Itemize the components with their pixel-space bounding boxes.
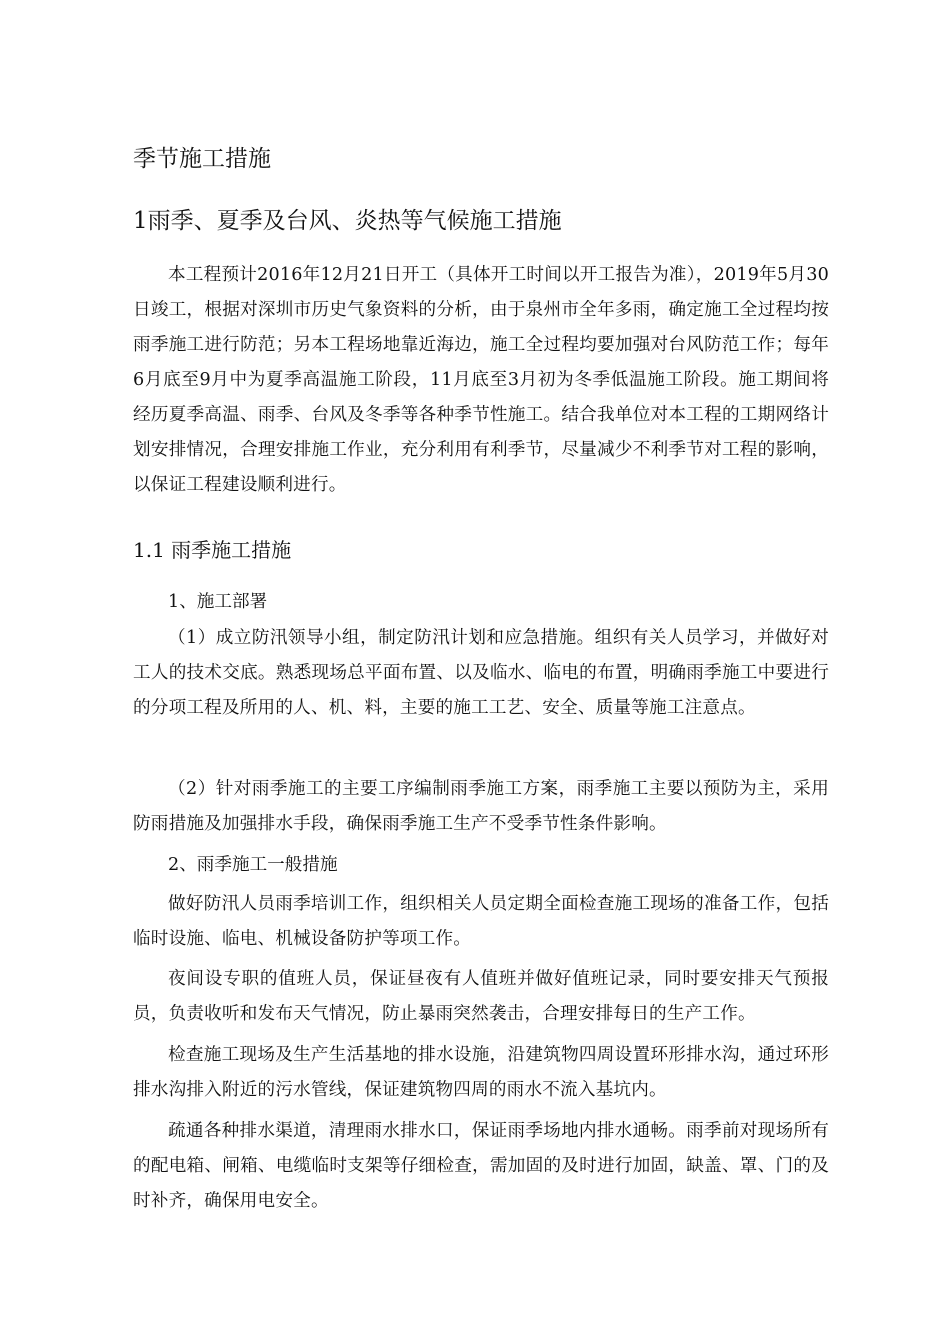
general-measure-paragraph-3: 检查施工现场及生产生活基地的排水设施，沿建筑物四周设置环形排水沟，通过环形排水沟排入附近的污水管线，保证建筑物四周的雨水不流入基坑内。 bbox=[133, 1045, 829, 1100]
subsection-title-general-measures: 2、雨季施工一般措施 bbox=[168, 855, 338, 875]
deployment-item-2: （2）针对雨季施工的主要工序编制雨季施工方案，雨季施工主要以预防为主，采用防雨措施及加强排水手段，确保雨季施工生产不受季节性条件影响。 bbox=[133, 779, 829, 834]
intro-paragraph: 本工程预计2016年12月21日开工（具体开工时间以开工报告为准），2019年5月30日竣工，根据对深圳市历史气象资料的分析，由于泉州市全年多雨，确定施工全过程均按雨季施工进行防范；另本工程场地靠近海边，施工全过程均要加强对台风防范工作；每年6月底至9月中为夏季高温施工阶段，11月底至3月初为冬季低温施工阶段。施工期间将经历夏季高温、雨季、台风及冬季等各种季节性施工。结合我单位对本工程的工期网络计划安排情况，合理安排施工作业，充分利用有利季节，尽量减少不利季节对工程的影响，以保证工程建设顺利进行。 bbox=[133, 265, 829, 495]
subsection-title-deployment: 1、施工部署 bbox=[168, 592, 268, 612]
general-measure-paragraph-2: 夜间设专职的值班人员，保证昼夜有人值班并做好值班记录，同时要安排天气预报员，负责收听和发布天气情况，防止暴雨突然袭击，合理安排每日的生产工作。 bbox=[133, 969, 829, 1024]
section-heading-1: 1雨季、夏季及台风、炎热等气候施工措施 bbox=[133, 208, 562, 234]
section-heading-1-1: 1.1 雨季施工措施 bbox=[133, 538, 292, 562]
document-title: 季节施工措施 bbox=[133, 146, 271, 172]
general-measure-paragraph-4: 疏通各种排水渠道，清理雨水排水口，保证雨季场地内排水通畅。雨季前对现场所有的配电箱、闸箱、电缆临时支架等仔细检查，需加固的及时进行加固，缺盖、罩、门的及时补齐，确保用电安全。 bbox=[133, 1121, 829, 1211]
general-measure-paragraph-1: 做好防汛人员雨季培训工作，组织相关人员定期全面检查施工现场的准备工作，包括临时设施、临电、机械设备防护等项工作。 bbox=[133, 894, 829, 949]
deployment-item-1: （1）成立防汛领导小组，制定防汛计划和应急措施。组织有关人员学习，并做好对工人的技术交底。熟悉现场总平面布置、以及临水、临电的布置，明确雨季施工中要进行的分项工程及所用的人、机、料，主要的施工工艺、安全、质量等施工注意点。 bbox=[133, 628, 829, 718]
